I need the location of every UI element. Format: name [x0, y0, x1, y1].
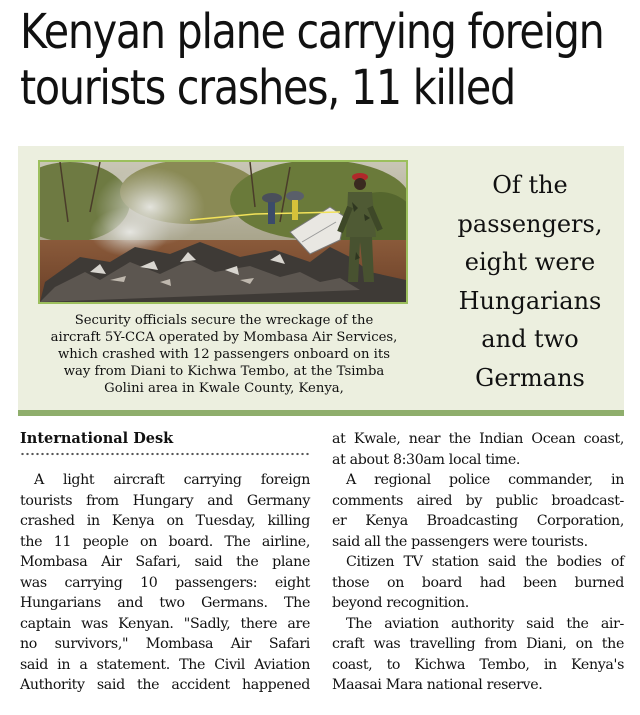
article-line: er Kenya Broadcasting Corporation,: [332, 513, 624, 529]
pull-quote-line: passengers,: [457, 209, 603, 238]
pull-quote-line: Germans: [475, 363, 585, 392]
article-line: said in a statement. The Civil Aviation: [20, 656, 310, 673]
article-line: Maasai Mara national reserve.: [332, 677, 543, 693]
article-line: no survivors," Mombasa Air Safari: [20, 636, 310, 652]
byline-dotted-rule: [20, 452, 310, 456]
caption-line: which crashed with 12 passengers onboard on its: [58, 347, 390, 362]
headline: [20, 4, 604, 116]
article-line: Hungarians and two Germans. The: [20, 595, 310, 611]
article-line: A light aircraft carrying foreign: [34, 472, 310, 488]
caption-line: Security officials secure the wreckage of the: [74, 313, 374, 328]
article-line: crashed in Kenya on Tuesday, killing: [20, 513, 310, 529]
article-line: comments aired by public broadcast-: [332, 492, 624, 509]
byline: International Desk: [20, 430, 174, 447]
article-column-2: [332, 429, 624, 696]
news-photo-image: [40, 162, 406, 302]
article-line: the 11 people on board. The airline,: [20, 533, 310, 550]
news-photo: [38, 160, 408, 304]
section-divider: [18, 410, 624, 416]
pull-quote: [432, 166, 628, 397]
caption-line: Golini area in Kwale County, Kenya,: [104, 381, 344, 396]
article-line: coast, to Kichwa Tembo, in Kenya's: [332, 656, 624, 673]
article-line: tourists from Hungary and Germany: [20, 492, 310, 509]
article-line: at Kwale, near the Indian Ocean coast,: [332, 431, 624, 447]
pull-quote-line: eight were: [464, 248, 596, 276]
article-line: Mombasa Air Safari, said the plane: [20, 554, 310, 570]
article-line: Citizen TV station said the bodies of: [346, 554, 624, 570]
pull-quote-line: Hungarians: [458, 286, 602, 315]
article-line: Authority said the accident happened: [20, 677, 310, 693]
pull-quote-line: and two: [481, 325, 579, 353]
photo-caption: [36, 312, 412, 397]
article-line: The aviation authority said the air-: [346, 615, 624, 632]
caption-line: aircraft 5Y-CCA operated by Mombasa Air Services,: [50, 330, 398, 345]
article-line: captain was Kenyan. "Sadly, there are: [20, 615, 310, 632]
article-line: craft was travelling from Diani, on the: [332, 636, 624, 652]
article-line: A regional police commander, in: [346, 472, 624, 488]
article-column-1: [20, 470, 310, 696]
article-line: said all the passengers were tourists.: [332, 533, 588, 550]
article-line: was carrying 10 passengers: eight: [20, 574, 310, 591]
pull-quote-line: Of the: [492, 171, 568, 199]
headline-line-1: Kenyan plane carrying foreign: [20, 4, 604, 60]
caption-line: way from Diani to Kichwa Tembo, at the Tsimba: [63, 364, 385, 379]
article-line: beyond recognition.: [332, 595, 469, 611]
article-line: at about 8:30am local time.: [332, 451, 521, 468]
headline-line-2: tourists crashes, 11 killed: [20, 60, 515, 116]
article-line: those on board had been burned: [332, 574, 624, 591]
